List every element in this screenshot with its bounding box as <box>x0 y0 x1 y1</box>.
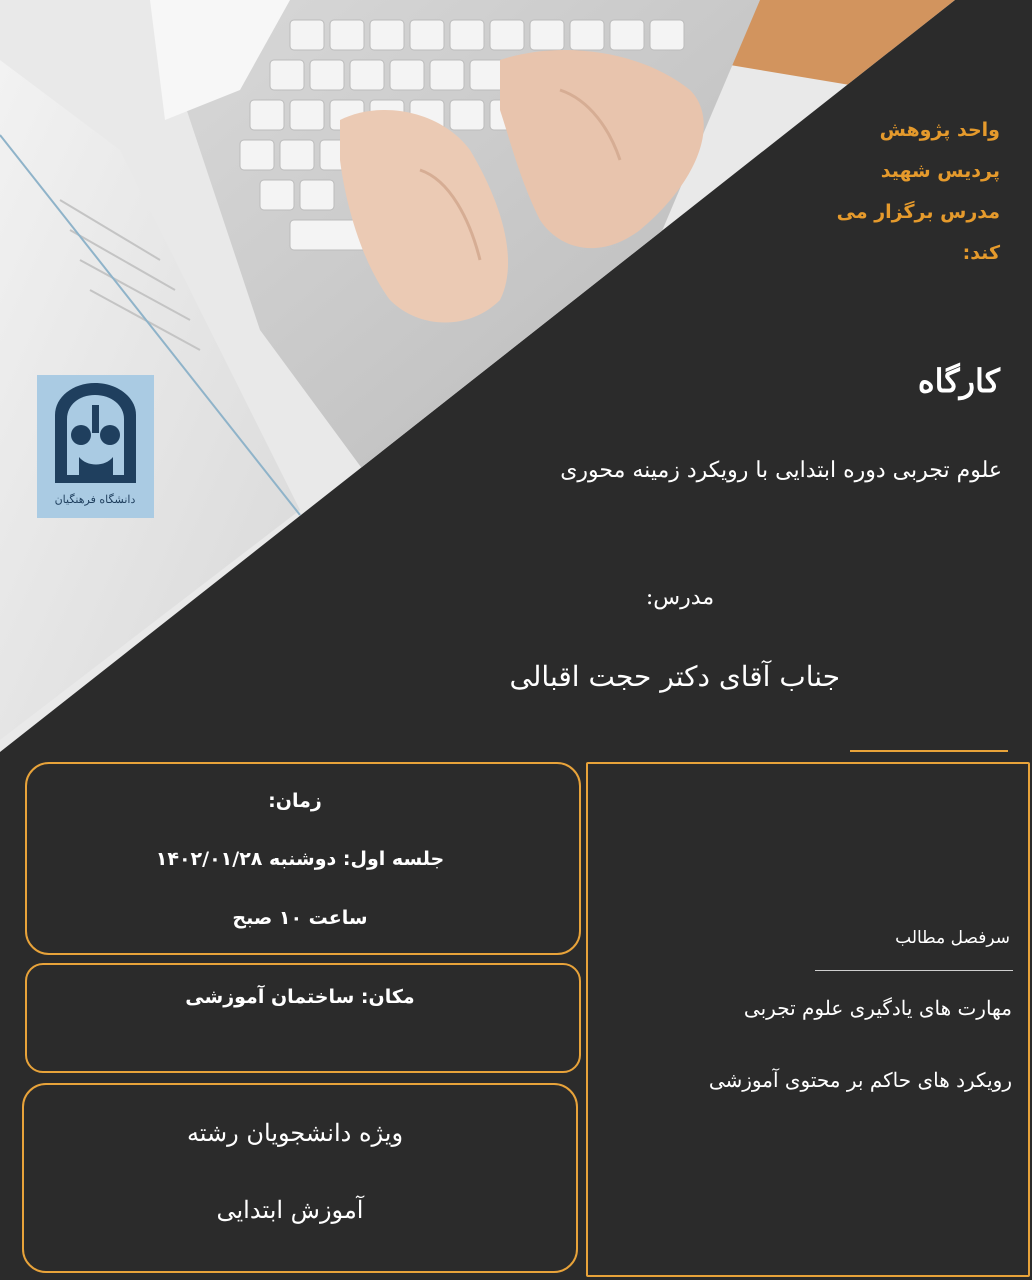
topic-item: مهارت های یادگیری علوم تجربی <box>743 996 1012 1020</box>
organizer-line: پردیس شهید <box>880 160 1000 182</box>
organizer-line: واحد پژوهش <box>879 119 1000 141</box>
workshop-label: کارگاه <box>917 362 1000 400</box>
logo-emblem-icon <box>37 375 154 518</box>
audience-line: ویژه دانشجویان رشته <box>186 1119 404 1147</box>
topics-heading: سرفصل مطالب <box>895 928 1010 948</box>
location-text: مکان: ساختمان آموزشی <box>185 986 415 1008</box>
place-box <box>25 963 581 1073</box>
university-logo <box>37 375 154 518</box>
topics-divider <box>815 970 1013 971</box>
session-hour: ساعت ۱۰ صبح <box>232 907 368 929</box>
workshop-title: علوم تجربی دوره ابتدایی با رویکرد زمینه محوری <box>560 458 1002 483</box>
organizer-line: مدرس برگزار می <box>836 201 1000 223</box>
audience-line: آموزش ابتدایی <box>216 1196 364 1224</box>
time-label: زمان: <box>268 790 322 812</box>
audience-box <box>22 1083 578 1273</box>
organizer-line: کند: <box>962 242 1000 264</box>
instructor-name: جناب آقای دکتر حجت اقبالی <box>509 660 840 693</box>
instructor-label: مدرس: <box>645 585 715 610</box>
organizer-text <box>810 110 1000 274</box>
session-date: جلسه اول: دوشنبه ۱۴۰۲/۰۱/۲۸ <box>155 848 445 870</box>
logo-text: دانشگاه فرهنگیان <box>54 493 136 506</box>
accent-divider <box>850 750 1008 752</box>
topic-item: رویکرد های حاکم بر محتوی آموزشی <box>708 1068 1012 1092</box>
